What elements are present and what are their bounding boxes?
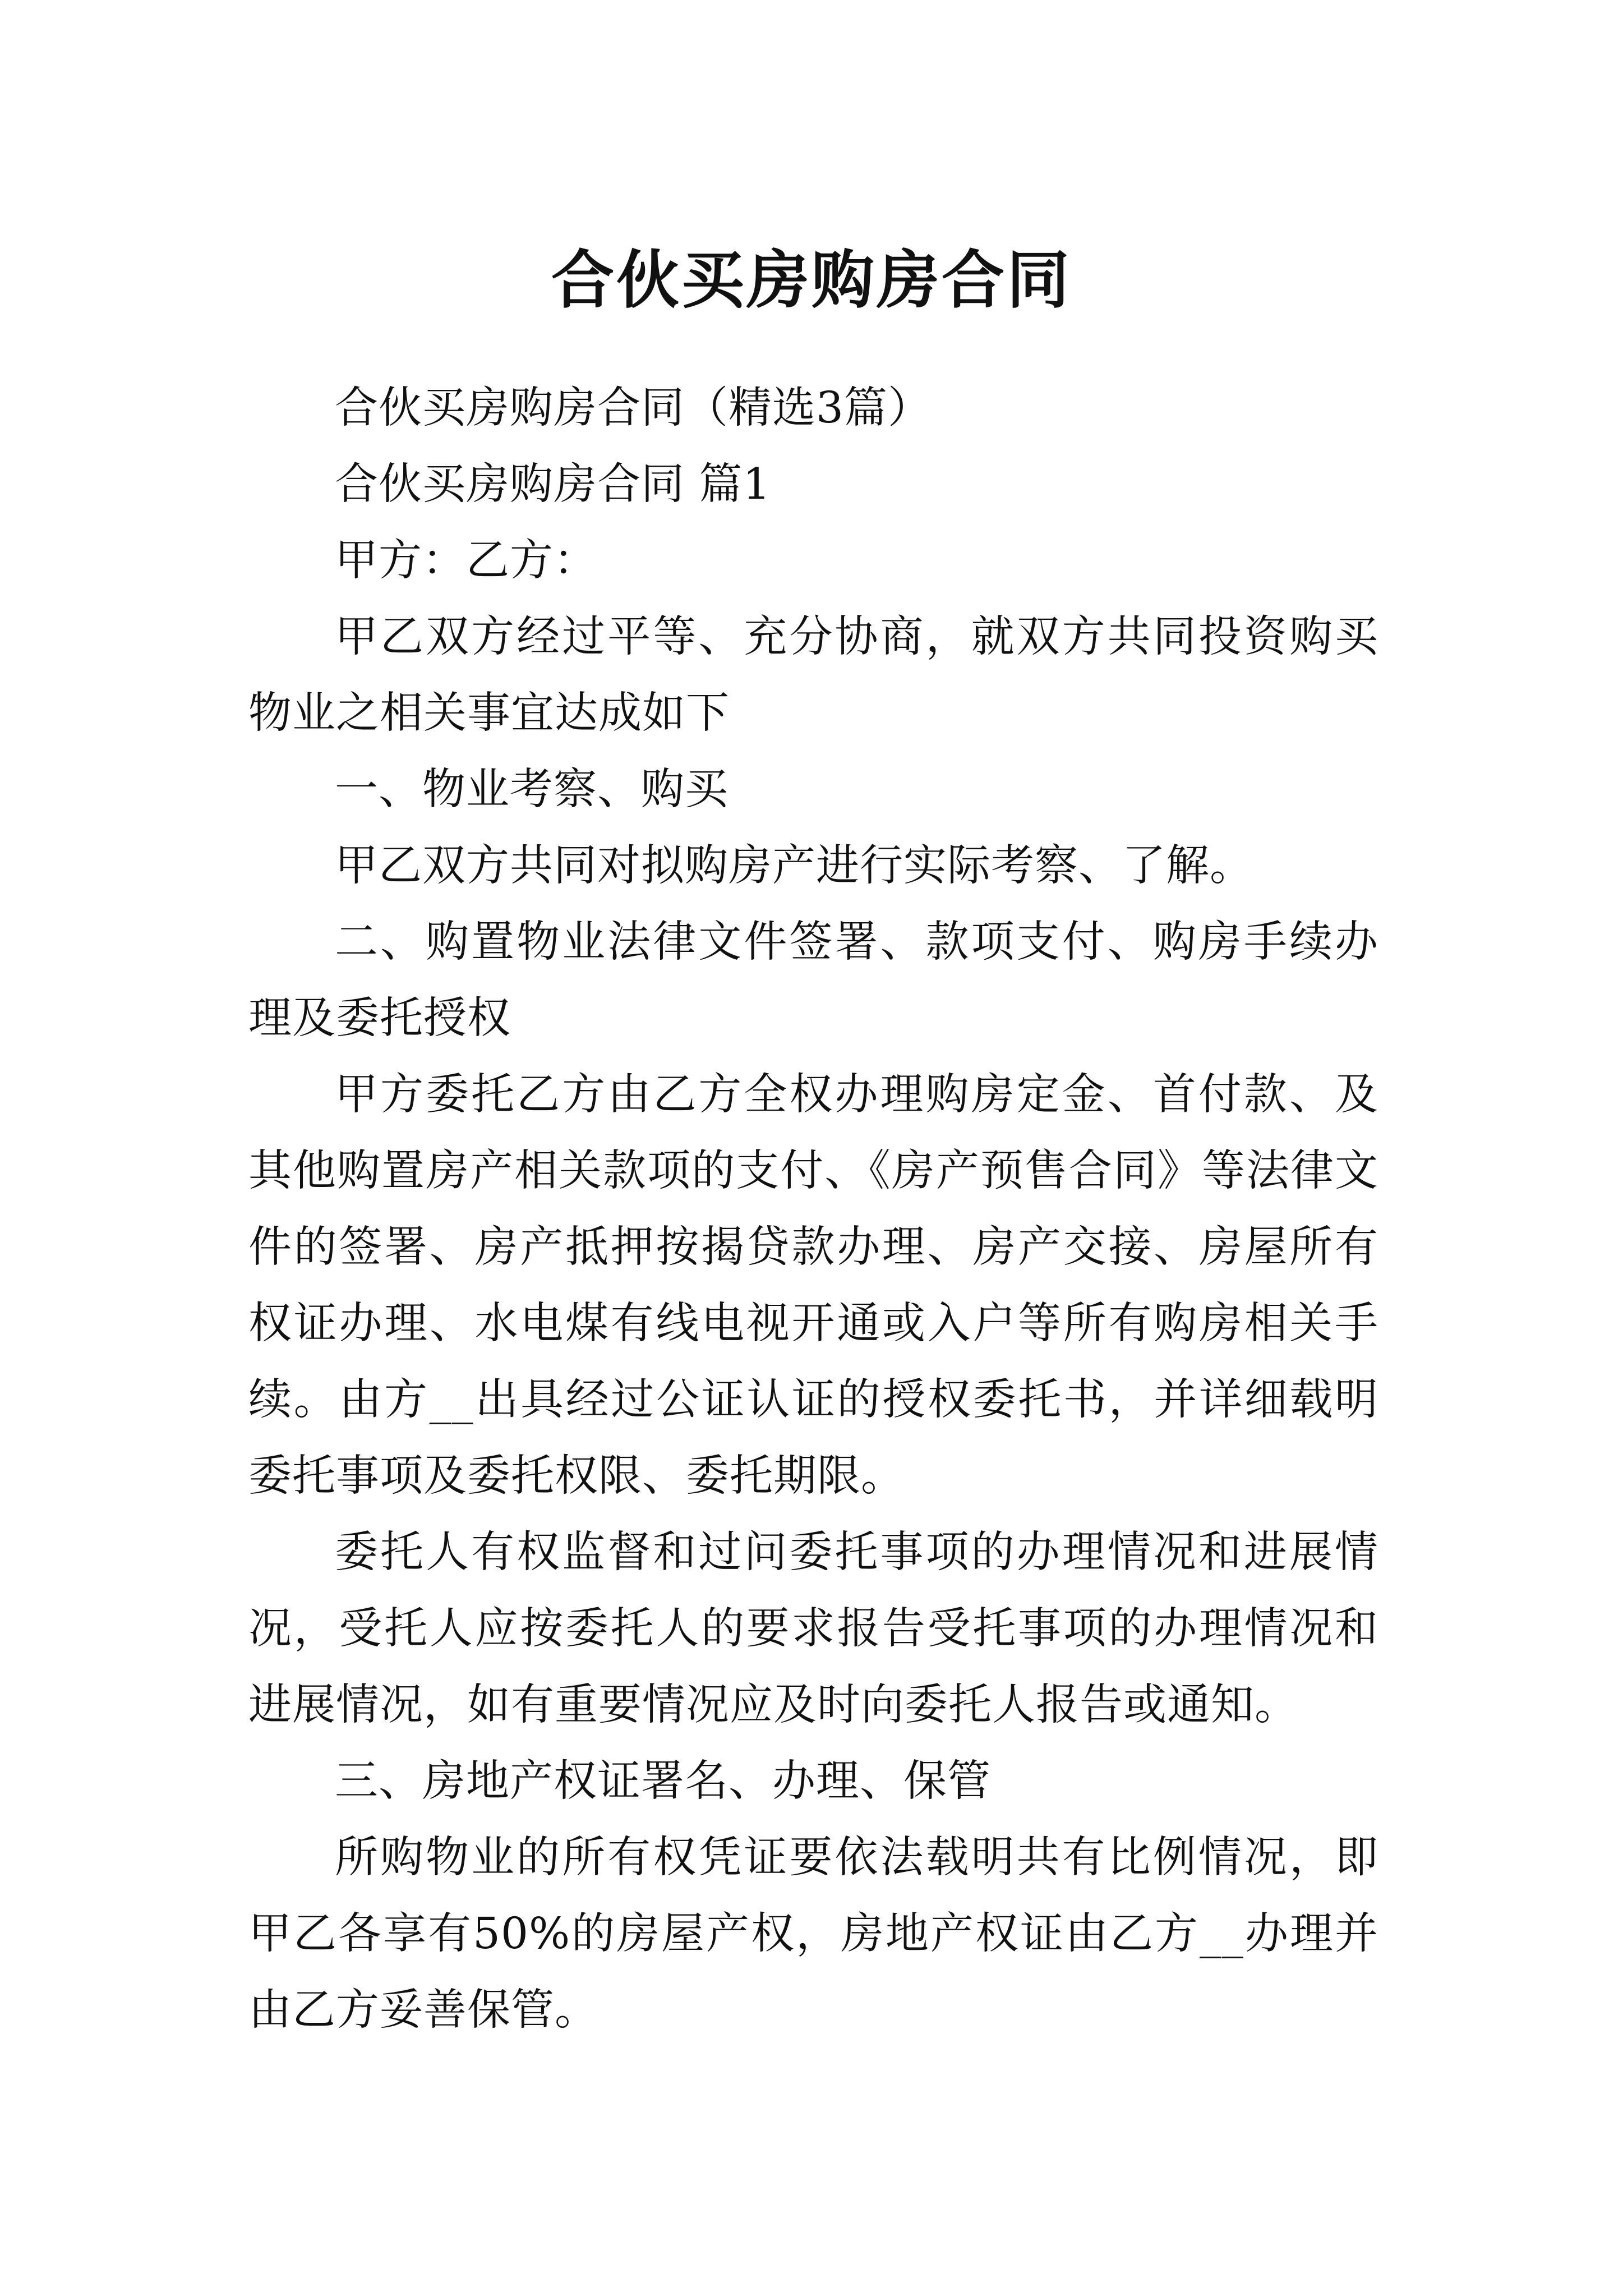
document-body — [248, 370, 1378, 2049]
clause-body-2b: 委托人有权监督和过问委托事项的办理情况和进展情况，受托人应按委托人的要求报告受托事项的办理情况和进展情况，如有重要情况应及时向委托人报告或通知。 — [248, 1527, 1378, 1730]
clause-heading-3: 三、房地产权证署名、办理、保管 — [335, 1756, 991, 1806]
clause-body-1: 甲乙双方共同对拟购房产进行实际考察、了解。 — [335, 841, 1253, 891]
clause-heading-1: 一、物业考察、购买 — [335, 765, 728, 815]
paragraph-intro: 甲乙双方经过平等、充分协商，就双方共同投资购买物业之相关事宜达成如下 — [248, 612, 1378, 738]
clause-body-3: 所购物业的所有权凭证要依法载明共有比例情况，即甲乙各享有50%的房屋产权，房地产权证由乙方__办理并由乙方妥善保管。 — [248, 1833, 1378, 2035]
paragraph-section-heading: 合伙买房购房合同 篇1 — [335, 459, 771, 509]
paragraph-parties: 甲方：乙方： — [335, 536, 597, 586]
page-title: 合伙买房购房合同 — [551, 243, 1072, 318]
paragraph-subtitle: 合伙买房购房合同（精选3篇） — [335, 383, 932, 433]
clause-heading-2: 二、购置物业法律文件签署、款项支付、购房手续办理及委托授权 — [248, 917, 1378, 1043]
clause-body-2a: 甲方委托乙方由乙方全权办理购房定金、首付款、及其他购置房产相关款项的支付、《房产预售合同》等法律文件的签署、房产抵押按揭贷款办理、房产交接、房屋所有权证办理、水电煤有线电视开通或入户等所有购房相关手续。由方__出具经过公证认证的授权委托书，并详细载明委托事项及委托权限、委托期限。 — [248, 1070, 1378, 1501]
